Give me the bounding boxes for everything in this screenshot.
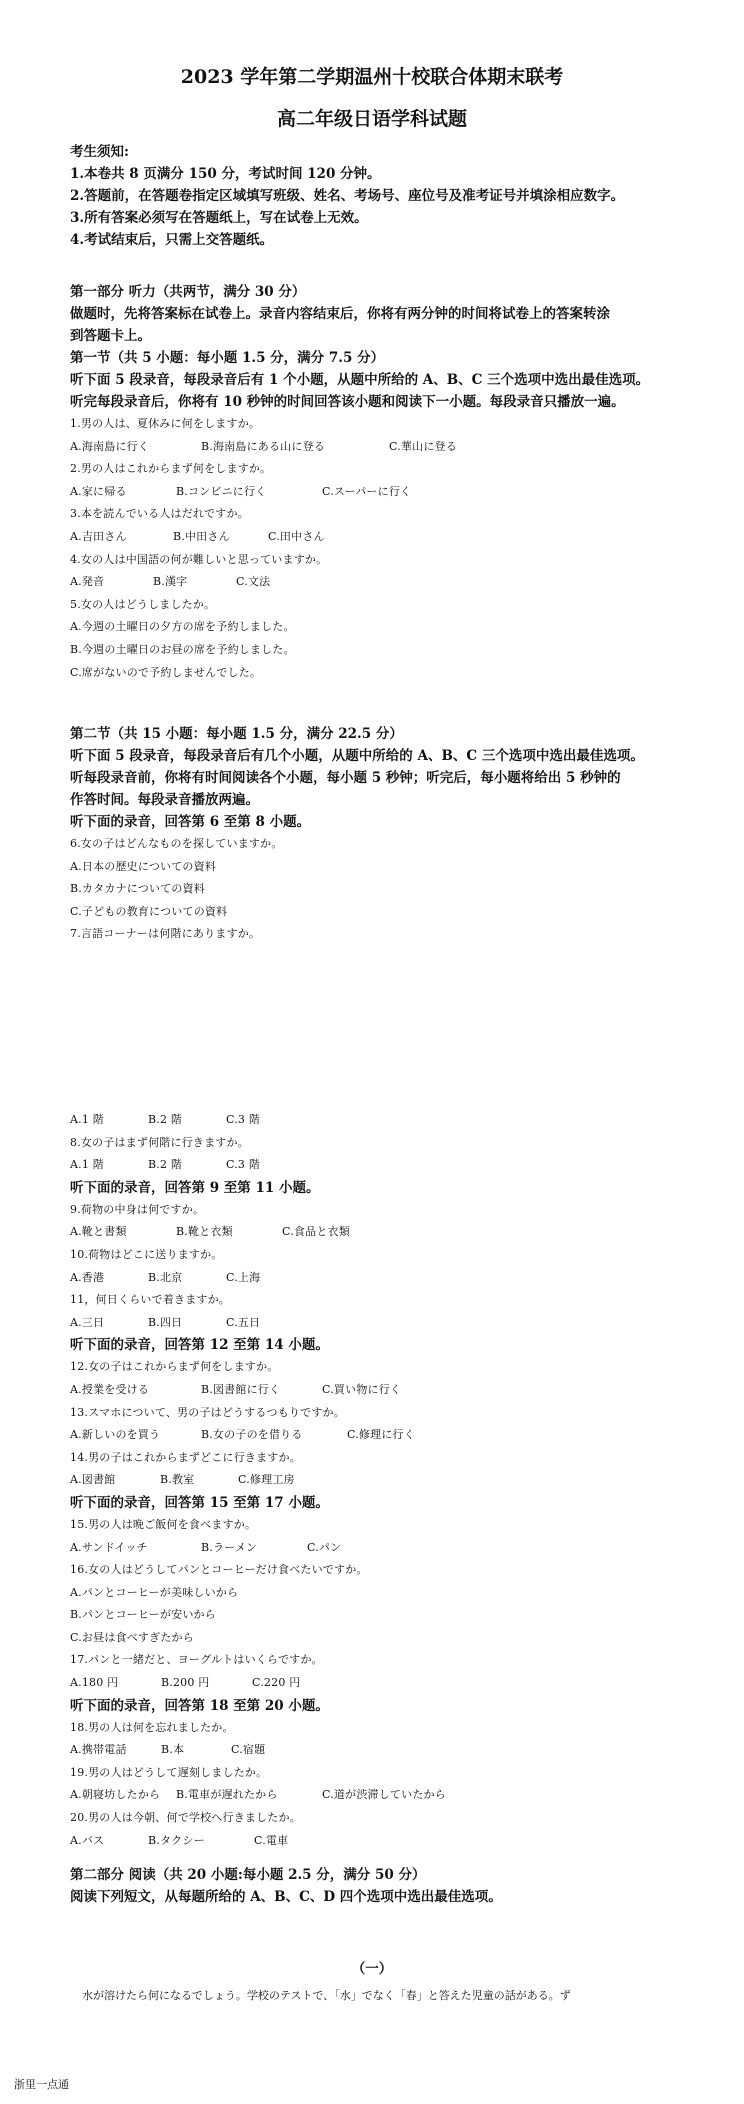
question-text: 1.男の人は、夏休みに何をしますか。 bbox=[70, 417, 261, 430]
option-c: C.電車 bbox=[254, 1833, 289, 1847]
option-a: A.靴と書類 bbox=[70, 1225, 127, 1239]
option-a: A.日本の歴史についての資料 bbox=[70, 859, 217, 873]
option-b: B.ラーメン bbox=[201, 1540, 258, 1554]
option-a: A.サンドイッチ bbox=[70, 1540, 148, 1554]
exam-subtitle: 高二年级日语学科试题 bbox=[276, 108, 467, 130]
notice-item: 3.所有答案必须写在答题纸上，写在试卷上无效。 bbox=[70, 210, 368, 226]
options-row bbox=[70, 1784, 710, 1807]
question-text: 8.女の子はまず何階に行きますか。 bbox=[70, 1135, 249, 1149]
option-c: C.お昼は食べすぎたから bbox=[70, 1630, 194, 1644]
option-b: B.教室 bbox=[160, 1473, 195, 1487]
sec2-instr: 听每段录音前，你将有时间阅读各个小题，每小题 5 秒钟；听完后，每小题将给出 5 秒钟的 bbox=[70, 770, 621, 786]
question-text: 19.男の人はどうして遅刻しましたか。 bbox=[70, 1765, 268, 1779]
option-c: C.席がないので予約しませんでした。 bbox=[70, 665, 262, 679]
option-a: A.1 階 bbox=[70, 1113, 104, 1126]
question-text: 6.女の子はどんなものを探していますか。 bbox=[70, 837, 283, 850]
option-a: A.吉田さん bbox=[70, 529, 127, 543]
option-c: C.パン bbox=[307, 1540, 342, 1554]
question-text: 7.言語コーナーは何階にありますか。 bbox=[70, 927, 261, 941]
option-a: A.図書館 bbox=[70, 1473, 116, 1487]
option-a: A.三日 bbox=[70, 1315, 105, 1329]
sec1-heading: 第一节（共 5 小题：每小题 1.5 分，满分 7.5 分） bbox=[70, 350, 385, 366]
question-text: 15.男の人は晩ご飯何を食べますか。 bbox=[70, 1517, 257, 1531]
option-b: B.パンとコーヒーが安いから bbox=[70, 1608, 216, 1622]
listen-instruction: 听下面的录音，回答第 9 至第 11 小题。 bbox=[70, 1179, 320, 1196]
option-c: C.文法 bbox=[236, 575, 271, 589]
sec2-block bbox=[70, 723, 710, 946]
options-row bbox=[70, 436, 710, 459]
question-text: 14.男の子はこれからまずどこに行きますか。 bbox=[70, 1450, 301, 1464]
option-b: B.本 bbox=[161, 1743, 185, 1757]
option-c: C.上海 bbox=[226, 1270, 261, 1284]
option-b: B.2 階 bbox=[148, 1158, 183, 1172]
options-row bbox=[70, 1312, 710, 1335]
options-row bbox=[70, 1267, 710, 1290]
notice-item: 2.答题前，在答题卷指定区域填写班级、姓名、考场号、座位号及准考证号并填涂相应数字。 bbox=[70, 188, 625, 204]
options-row bbox=[70, 1830, 710, 1853]
notice-item: 4.考试结束后，只需上交答题纸。 bbox=[70, 232, 274, 248]
question-text: 11，何日くらいで着きますか。 bbox=[70, 1293, 230, 1307]
exam-title: 2023 学年第二学期温州十校联合体期末联考 bbox=[180, 66, 564, 88]
option-c: C.スーパーに行く bbox=[322, 484, 412, 498]
notice-block bbox=[70, 141, 710, 251]
option-b: B.今週の土曜日のお昼の席を予約しました。 bbox=[70, 642, 295, 656]
option-b: B.靴と衣類 bbox=[176, 1225, 233, 1239]
option-b: B.女の子のを借りる bbox=[201, 1428, 303, 1442]
option-c: C.3 階 bbox=[226, 1113, 261, 1126]
option-a: A.家に帰る bbox=[70, 484, 127, 498]
options-row bbox=[70, 481, 710, 504]
listen-instruction: 听下面的录音，回答第 18 至第 20 小题。 bbox=[70, 1697, 329, 1714]
option-c: C.食品と衣類 bbox=[282, 1225, 350, 1239]
option-a: A.携帯電話 bbox=[70, 1743, 127, 1757]
option-c: C.修理に行く bbox=[347, 1428, 415, 1442]
question-text: 20.男の人は今朝、何で学校へ行きましたか。 bbox=[70, 1811, 301, 1825]
option-b: B.200 円 bbox=[161, 1676, 210, 1690]
options-row bbox=[70, 526, 710, 549]
question-text: 5.女の人はどうしましたか。 bbox=[70, 597, 216, 611]
option-a: A.海南島に行く bbox=[70, 439, 150, 453]
option-c: C.子どもの教育についての資料 bbox=[70, 904, 228, 918]
option-a: A.新しいのを買う bbox=[70, 1428, 161, 1442]
option-b: B.中田さん bbox=[173, 529, 230, 543]
question-text: 10.荷物はどこに送りますか。 bbox=[70, 1247, 223, 1261]
question-text: 16.女の人はどうしてパンとコーヒーだけ食べたいですか。 bbox=[70, 1563, 368, 1577]
options-row bbox=[70, 1109, 710, 1132]
option-c: C.華山に登る bbox=[389, 439, 457, 453]
options-row bbox=[70, 1424, 710, 1447]
option-b: B.四日 bbox=[148, 1315, 183, 1329]
options-row bbox=[70, 1672, 710, 1695]
options-row bbox=[70, 1739, 710, 1762]
option-c: C.道が渋滞していたから bbox=[322, 1788, 446, 1802]
option-c: C.買い物に行く bbox=[322, 1382, 402, 1396]
part2-instr: 阅读下列短文，从每题所给的 A、B、C、D 四个选项中选出最佳选项。 bbox=[70, 1889, 502, 1906]
question-text: 3.本を読んでいる人はだれですか。 bbox=[70, 507, 249, 521]
option-c: C.五日 bbox=[226, 1315, 261, 1329]
option-b: B.電車が遅れたから bbox=[176, 1788, 278, 1802]
options-row bbox=[70, 571, 710, 594]
part1-intro: 到答题卡上。 bbox=[70, 328, 151, 344]
option-a: A.パンとコーヒーが美味しいから bbox=[70, 1585, 239, 1599]
option-b: B.北京 bbox=[148, 1270, 183, 1284]
part1-block bbox=[70, 281, 710, 684]
question-text: 18.男の人は何を忘れましたか。 bbox=[70, 1720, 234, 1734]
part2-heading: 第二部分 阅读（共 20 小题:每小题 2.5 分，满分 50 分） bbox=[70, 1867, 426, 1884]
option-c: C.宿題 bbox=[231, 1743, 266, 1757]
option-c: C.3 階 bbox=[226, 1158, 261, 1172]
option-a: A.1 階 bbox=[70, 1158, 104, 1172]
question-text: 4.女の人は中国語の何が難しいと思っていますか。 bbox=[70, 552, 328, 566]
option-b: B.タクシー bbox=[148, 1833, 205, 1847]
option-c: C.修理工房 bbox=[238, 1473, 295, 1487]
question-text: 17.パンと一緒だと、ヨーグルトはいくらですか。 bbox=[70, 1653, 323, 1667]
options-row bbox=[70, 1154, 710, 1177]
option-a: A.香港 bbox=[70, 1270, 105, 1284]
options-row bbox=[70, 1537, 710, 1560]
sec2-instr: 听下面 5 段录音，每段录音后有几个小题，从题中所给的 A、B、C 三个选项中选出最佳选项。 bbox=[70, 748, 644, 764]
footer-watermark: 浙里一点通 bbox=[14, 2078, 69, 2091]
question-text: 12.女の子はこれからまず何をしますか。 bbox=[70, 1360, 279, 1374]
spacer bbox=[70, 1852, 710, 1864]
option-b: B.コンビニに行く bbox=[176, 484, 267, 498]
sec1-instr: 听下面 5 段录音，每段录音后有 1 个小题，从题中所给的 A、B、C 三个选项中选出最佳选项。 bbox=[70, 372, 650, 388]
option-a: A.発音 bbox=[70, 575, 105, 589]
option-a: A.朝寝坊したから bbox=[70, 1788, 161, 1802]
question-text: 2.男の人はこれからまず何をしますか。 bbox=[70, 462, 272, 476]
option-c: C.田中さん bbox=[268, 529, 325, 543]
option-b: B.漢字 bbox=[153, 575, 188, 589]
option-a: A.今週の土曜日の夕方の席を予約しました。 bbox=[70, 620, 295, 634]
options-row bbox=[70, 1469, 710, 1492]
options-row bbox=[70, 1221, 710, 1244]
part1-heading: 第一部分 听力（共两节，满分 30 分） bbox=[70, 284, 306, 300]
listen-instruction: 听下面的录音，回答第 12 至第 14 小题。 bbox=[70, 1337, 329, 1354]
option-c: C.220 円 bbox=[252, 1676, 301, 1690]
option-b: B.図書館に行く bbox=[201, 1382, 281, 1396]
option-b: B.2 階 bbox=[148, 1113, 183, 1126]
sec1-instr: 听完每段录音后，你将有 10 秒钟的时间回答该小题和阅读下一小题。每段录音只播放一遍。 bbox=[70, 394, 625, 410]
options-row bbox=[70, 1379, 710, 1402]
listen-instruction: 听下面的录音，回答第 15 至第 17 小题。 bbox=[70, 1494, 329, 1511]
sec2-heading: 第二节（共 15 小题：每小题 1.5 分，满分 22.5 分） bbox=[70, 726, 403, 742]
question-text: 13.スマホについて、男の子はどうするつもりですか。 bbox=[70, 1405, 345, 1419]
reading-passage: 水が溶けたら何になるでしょう。学校のテストで、「水」でなく「春」と答えた児童の話がある。ず bbox=[82, 1989, 571, 2002]
option-a: A.180 円 bbox=[70, 1676, 119, 1690]
option-b: B.カタカナについての資料 bbox=[70, 882, 205, 896]
part1-intro: 做题时，先将答案标在试卷上。录音内容结束后，你将有两分钟的时间将试卷上的答案转涂 bbox=[70, 306, 610, 322]
sec2-instr: 作答时间。每段录音播放两遍。 bbox=[70, 792, 259, 808]
reading-section-number: （一） bbox=[351, 1961, 393, 1977]
questions-7-20-block bbox=[70, 1109, 710, 1908]
notice-item: 1.本卷共 8 页满分 150 分，考试时间 120 分钟。 bbox=[70, 166, 381, 182]
notice-heading: 考生须知: bbox=[70, 144, 129, 160]
listen-instruction: 听下面的录音，回答第 6 至第 8 小题。 bbox=[70, 814, 311, 830]
option-b: B.海南島にある山に登る bbox=[201, 439, 325, 453]
option-a: A.授業を受ける bbox=[70, 1382, 150, 1396]
option-a: A.バス bbox=[70, 1833, 105, 1847]
question-text: 9.荷物の中身は何ですか。 bbox=[70, 1202, 205, 1216]
